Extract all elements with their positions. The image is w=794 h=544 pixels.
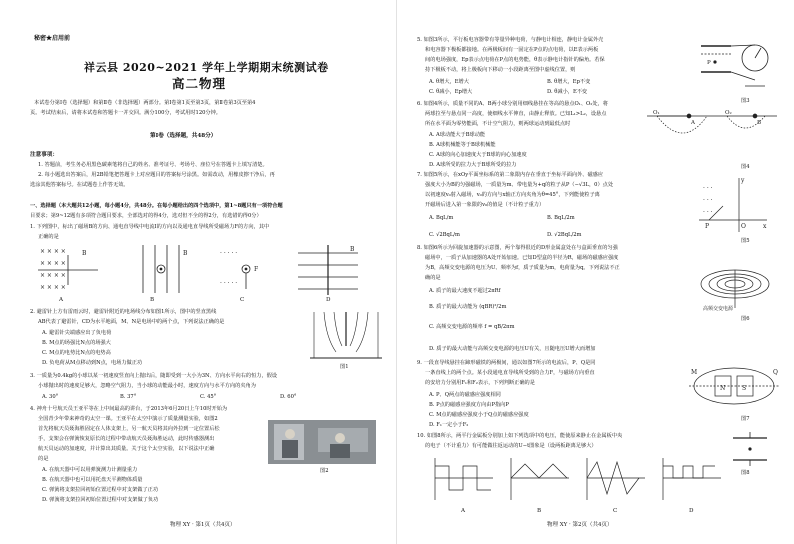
- svg-text:B: B: [757, 120, 762, 126]
- q10-graphs: [431, 456, 721, 508]
- q3-option-a: A. 30°: [42, 394, 59, 400]
- q7-line-1: 7. 如图5所示，在xOy平面坐标系的第二象限内存在垂直于坐标平面向外、磁感应: [417, 172, 604, 178]
- q1-option-d: D: [326, 297, 331, 303]
- q6-line-3: 所在水平面为零势能面，不计空气阻力，则两球运动到最低点时: [425, 121, 571, 127]
- svg-text:x: x: [763, 223, 767, 230]
- svg-text:· · · · ·: · · · · ·: [220, 280, 238, 287]
- q2-line-1: 2. 避雷针上方有雷雨云时，避雷针附近的电场线分布如图1所示，图中的竖直黑线: [30, 309, 217, 315]
- svg-text:P: P: [707, 60, 711, 66]
- svg-text:· · ·: · · ·: [703, 185, 713, 192]
- figure-1-lightning-rod: [310, 312, 382, 360]
- q6-line-2: 两球拉至与悬点同一高度，使细线水平伸直，由静止释放。已知L₁>L₂，设悬点: [425, 111, 607, 117]
- q3-option-c: C. 45°: [200, 394, 217, 400]
- q5-option-c: C. θ减小，Ep增大: [429, 89, 473, 95]
- svg-text:B: B: [350, 246, 355, 253]
- q10-line-2: 的电子（不计重力）有可能做往返运动的U−t图象是（设两板距离足够大）: [425, 443, 597, 449]
- q1-line-2: 正确的是: [38, 234, 59, 240]
- svg-text:B: B: [183, 250, 188, 257]
- svg-text:· · ·: · · ·: [703, 197, 713, 204]
- svg-text:O: O: [741, 223, 746, 230]
- figure-2-space-photo: [268, 420, 376, 464]
- q2-option-b: B. M点的场强比N点的场强大: [42, 340, 111, 346]
- figure-8-plates: [727, 430, 777, 468]
- q6-line-1: 6. 如图4所示，质量不同的A、B两小球分别用细线悬挂在等高的悬点O₁、O₂处，将: [417, 101, 608, 107]
- figure-6-label: 图6: [741, 316, 750, 322]
- svg-text:· · · · ·: · · · · ·: [220, 250, 238, 257]
- q1-line-1: 1. 下列图中，标出了磁场B的方向、通电直导线中电流I的方向以及通电直导线所受磁场力F的方向，其中: [30, 224, 270, 230]
- q4-line-3: 首先将航天员聂海胜固定在人体支架上，另一航天员将其向外拉到一定位置后松: [38, 426, 220, 432]
- q7-line-4: 开磁场后进入第一象限的v₀的值是（不计粒子重力）: [425, 202, 545, 208]
- q10-graph-c: [587, 458, 645, 500]
- figure-7-label: 图7: [741, 416, 750, 422]
- q4-line-5: 航天员运动的加速度，并计算出其质量。关于这个太空实验，以下说法中正确: [38, 446, 215, 452]
- q1-figure-b: [143, 245, 188, 293]
- q7-option-b: B. BqL/2m: [547, 215, 575, 221]
- q7-option-a: A. BqL/m: [429, 215, 454, 221]
- section1-line-2: 目要求；第9~12题有多项符合题目要求，全部选对的得4分，选对但不全的得2分，有选错的得0分）: [30, 213, 262, 219]
- q10-line-1: 10. 如图8所示，两平行金属板分别加上如下列选项中的电压，能使原来静止在金属板中央: [417, 433, 623, 439]
- svg-text:O₂: O₂: [725, 110, 732, 116]
- q9-line-1: 9. 一段直导线悬挂在蹄形磁铁的两极间，通以如图7所示的电流后，P、Q是同: [417, 360, 596, 366]
- q1-option-b: B: [150, 297, 155, 303]
- exam-page-2: [397, 0, 794, 544]
- q6-option-b: B. A球机械能等于B球机械能: [429, 142, 496, 148]
- q10-graph-d: [663, 458, 721, 500]
- q3-option-b: B. 37°: [120, 394, 137, 400]
- q7-option-c: C. √2BqL/m: [429, 232, 460, 238]
- q8-option-b: B. 质子的最大动能为 (qBR)²/2m: [429, 304, 507, 310]
- q8-option-d: D. 质子的最大动能与高频交变电源的电压U有关，且随电压U增大而增加: [429, 346, 596, 352]
- svg-text:× × × ×: × × × ×: [40, 260, 66, 267]
- q9-option-d: D. F₁一定小于F₂: [429, 422, 469, 428]
- figure-5-coordinate-field: [699, 176, 769, 236]
- q10-option-a: A: [461, 508, 466, 514]
- q3-option-d: D. 60°: [280, 394, 297, 400]
- secret-label: 秘密★启用前: [34, 35, 71, 42]
- q4-option-c: C. 弹簧将支架拉回初始位置过程中对支架做了正功: [42, 487, 159, 493]
- svg-text:B: B: [82, 250, 87, 257]
- q6-option-c: C. A球的向心加速度大于B球的向心加速度: [429, 152, 527, 158]
- intro-line-1: 本试卷分第Ⅰ卷（选择题）和第Ⅱ卷（非选择题）两部分。第Ⅰ卷第1页至第3页，第Ⅱ卷第3页至第4: [34, 100, 256, 106]
- q4-option-b: B. 在航天器中也可以用托盘天平测物体质量: [42, 477, 143, 483]
- q2-option-c: C. M点的电势比N点的电势高: [42, 350, 111, 356]
- figure-2-label: 图2: [320, 468, 329, 474]
- svg-text:· · ·: · · ·: [703, 209, 713, 216]
- note-3: 选涂其他答案标号。在试题卷上作答无效。: [30, 182, 129, 188]
- q8-line-1: 8. 如图6所示为回旋加速器的示意图，两个靠得很近的D形金属盒处在与盒面垂直的匀强: [417, 245, 618, 251]
- q1-figures: [38, 245, 378, 303]
- q10-option-d: D: [689, 508, 694, 514]
- figure-3-label: 图3: [741, 98, 750, 104]
- q5-line-3: 间的电场强度，Ep表示点电荷在P点的电势能，θ表示静电计指针的偏角。若保: [425, 57, 605, 63]
- q10-graph-a: [435, 458, 493, 500]
- exam-title: 祥云县 2020~2021 学年上学期期末统测试卷: [84, 61, 329, 74]
- q2-option-d: D. 负电荷从M点移动到N点，电场力做正功: [42, 360, 143, 366]
- q5-line-1: 5. 如图3所示，平行板电容器带有等量异种电荷，与静电计相连，静电计金属外壳: [417, 37, 604, 43]
- intro-line-2: 页。考试结束后，请将本试卷和答题卡一并交回。满分100分，考试用时120分钟。: [30, 110, 221, 116]
- section1-line-1: 一、选择题（本大题共12小题，每小题4分，共48分。在每小题给出的四个选项中，第1~8题只有一项符合题: [30, 203, 283, 209]
- q5-line-2: 和电容器下极板都接地。在两极板间有一固定在P点的点电荷，以E表示两板: [425, 47, 599, 53]
- q7-line-3: 以初速度v₀射入磁场，v₀的方向与x轴正方向夹角为θ=45°，下列能使粒子离: [425, 192, 600, 198]
- q3-line-1: 3. 一质量为0.4kg的小球以某一初速度竖直向上抛出后，随即受到一大小为3N、方向水平向右的恒力，假设: [30, 373, 278, 379]
- figure-1-label: 图1: [340, 364, 349, 370]
- q5-option-b: B. θ增大，Ep不变: [547, 79, 591, 85]
- q1-figure-d: [298, 245, 358, 295]
- svg-text:N: N: [720, 385, 726, 392]
- q10-graph-b: [511, 458, 569, 500]
- svg-text:M: M: [691, 369, 698, 376]
- svg-text:× × × ×: × × × ×: [40, 248, 66, 255]
- q9-line-2: 一条直线上的两个点。某小段通电直导线所受到的合力F，与磁场方向垂直: [425, 370, 595, 376]
- q1-option-a: A: [59, 297, 64, 303]
- q10-option-b: B: [537, 508, 542, 514]
- q2-option-a: A. 避雷针尖端感应出了负电荷: [42, 330, 112, 336]
- note-1: 1. 答题前，考生务必用黑色碳素笔将自己的姓名、准考证号、考场号、座位号在答题卡上填写清楚。: [38, 162, 268, 168]
- part1-heading: 第Ⅰ卷（选择题，共48分）: [150, 133, 217, 139]
- q1-figure-c: [220, 250, 258, 289]
- q3-line-2: 小球抛出时的速度足够大，忽略空气阻力，当小球的动能最小时，速度方向与水平方向的夹角为: [38, 383, 256, 389]
- figure-6-caption: 高频交变电源: [703, 306, 734, 312]
- figure-7-magnet: [689, 362, 779, 414]
- svg-text:Q: Q: [773, 369, 778, 376]
- q5-line-4: 持下极板不动，将上极板向下移动一小段距离至图中虚线位置，则: [425, 67, 576, 73]
- figure-4-pendulums: [647, 110, 777, 154]
- svg-text:O₁: O₁: [653, 110, 660, 116]
- svg-text:P: P: [705, 223, 710, 230]
- q6-option-a: A. A球动能大于B球动能: [429, 132, 486, 138]
- q9-line-3: 的安培力分别用F₁和F₂表示，下列判断正确的是: [425, 380, 535, 386]
- q4-option-d: D. 弹簧将支架拉回初始位置过程中对支架做了负功: [42, 497, 159, 503]
- q4-option-a: A. 在航天器中可以用弹簧测力计测量重力: [42, 467, 138, 473]
- notes-title: 注意事项：: [30, 152, 58, 158]
- exam-subject: 高二物理: [172, 76, 227, 91]
- svg-text:× × × ×: × × × ×: [40, 272, 66, 279]
- q6-option-d: D. A球所受的拉力大于B球所受的拉力: [429, 162, 517, 168]
- q8-option-c: C. 高频交变电源的频率 f = qB/2πm: [429, 324, 515, 330]
- q4-line-1: 4. 神舟十号航天员王亚平等在上中间最高的讲台，于2013年6月20日上午10时开始为: [30, 406, 228, 412]
- q5-option-d: D. θ减小，E不变: [547, 89, 588, 95]
- q8-option-a: A. 质子的最大速度不超过2πRf: [429, 288, 501, 294]
- figure-3-capacitor: [695, 34, 775, 96]
- q8-line-2: 磁场中，一质子从加速器的A处开始加速。已知D型盒的半径为R，磁场的磁感应强度: [425, 255, 619, 261]
- svg-text:F: F: [254, 266, 259, 273]
- svg-text:× × × ×: × × × ×: [40, 284, 66, 291]
- q4-line-4: 手，支架会在弹簧恢复原长的过程中带动航天员聂海胜运动，此时传感器测出: [38, 436, 215, 442]
- q10-option-c: C: [613, 508, 618, 514]
- q8-line-4: 确的是: [425, 275, 441, 281]
- svg-text:y: y: [741, 177, 745, 184]
- q9-option-b: B. P点的磁感应强度方向由P指向P: [429, 402, 509, 408]
- q4-line-2: 全国青少年带来神奇的太空一课。王亚平在太空中演示了质量测量实验，如图2: [38, 416, 218, 422]
- q9-option-a: A. P、Q两点的磁感应强度相同: [429, 392, 501, 398]
- svg-text:A: A: [691, 120, 695, 126]
- figure-6-cyclotron: [695, 262, 775, 312]
- note-2: 2. 每小题选出答案后，用2B铅笔把答题卡上对应题目的答案标号涂黑。如需改动，用橡皮擦干净后，再: [38, 172, 275, 178]
- page-1-footer: 物理 XY · 第1页（共4页）: [170, 522, 236, 528]
- q5-option-a: A. θ增大，E增大: [429, 79, 469, 85]
- q8-line-3: 为B，高频交变电源的电压为U、频率为f，质子质量为m，电荷量为q。下列说法不正: [425, 265, 620, 271]
- q4-line-6: 的是: [38, 456, 49, 462]
- q7-option-d: D. √2BqL/2m: [547, 232, 582, 238]
- figure-8-label: 图8: [741, 470, 750, 476]
- q2-line-2: AB代表了避雷针，CD为水平地面，M、N是电场中的两个点，下列说法正确的是: [38, 319, 225, 325]
- q1-figure-a: [38, 248, 98, 291]
- q1-option-c: C: [240, 297, 245, 303]
- q7-line-2: 强度大小为B的匀强磁场，一质量为m、带电量为+q的粒子从P（−√3L，0）点处: [425, 182, 614, 188]
- q9-option-c: C. M点的磁感应强度小于Q点的磁感应强度: [429, 412, 529, 418]
- figure-5-label: 图5: [741, 238, 750, 244]
- svg-text:S: S: [742, 385, 747, 392]
- page-2-footer: 物理 XY · 第2页（共4页）: [547, 522, 613, 528]
- figure-4-label: 图4: [741, 164, 750, 170]
